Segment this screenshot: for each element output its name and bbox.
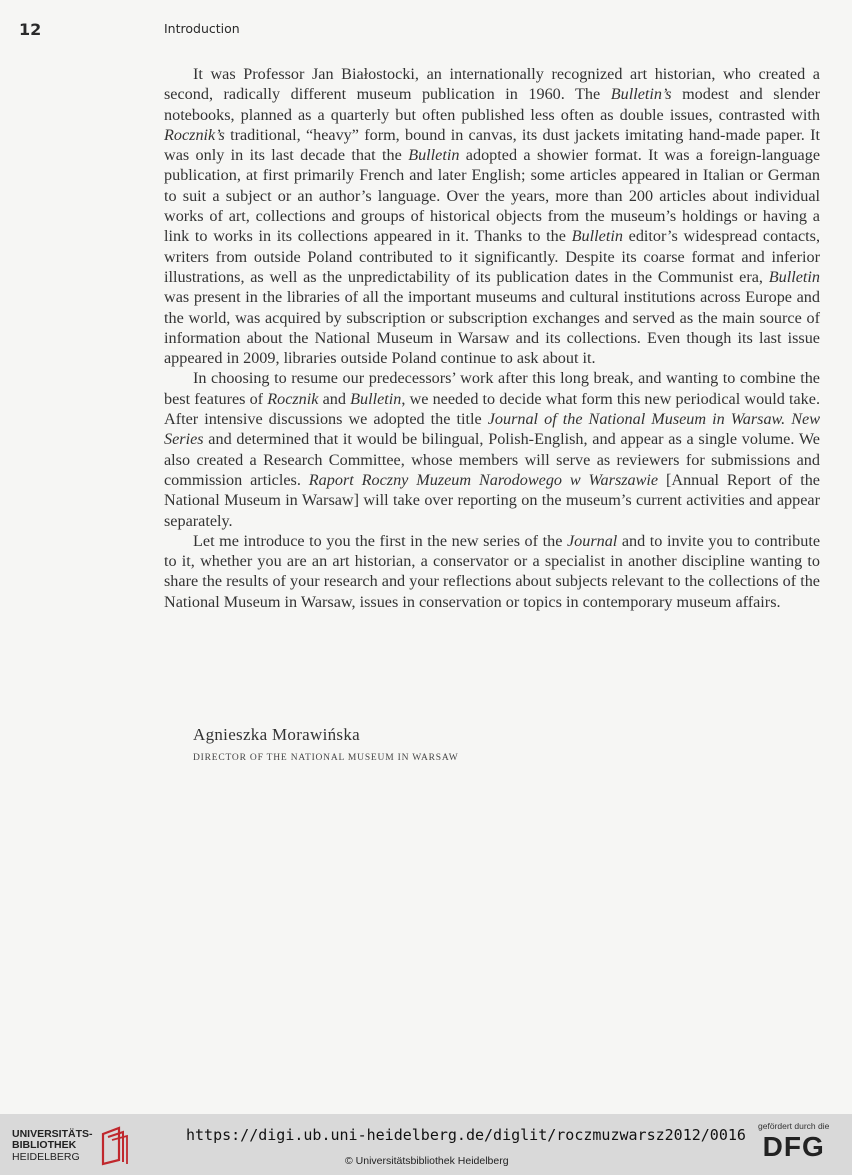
funder-logo[interactable] [758,1121,829,1162]
italic-text: Bulletin [571,227,623,246]
italic-text: Journal [566,531,618,550]
footer-bar [0,1114,852,1175]
text-run: editor’s widespread contacts, writers from outside Poland contributed to it significantly. Despite its coarse format and inferior illustrations, as well as the unpredictability of its publication dates in the Communist era, [164,227,821,286]
library-name-line: HEIDELBERG [12,1150,80,1163]
italic-text: Bulletin [768,267,820,286]
library-mark-icon [97,1126,131,1166]
paragraph [164,64,820,368]
text-run: adopted a showier format. It was a foreign-language publication, at first primarily French and later English; some articles appeared in Italian or German to suit a subject or an author’s language. Over the years, more than 200 articles about individual works of art, collections and groups of historical objects from the museum’s holdings or having a link to works in its collections appeared in it. Thanks to the [164,146,821,246]
library-logo[interactable] [12,1126,131,1166]
running-head: Introduction [164,21,240,36]
text-run: and [318,389,351,408]
italic-text: Bulletin [408,146,460,165]
page-number: 12 [19,20,42,39]
text-run: [Annual Report of the National Museum in Warsaw] will take over reporting on the museum’s current activities and appear separately. [164,470,820,530]
text-run: Let me introduce to you the first in the new series of the [193,531,567,550]
italic-text: Rocznik’s [164,125,225,144]
dfg-logo: DFG [762,1131,825,1162]
paragraph [164,531,820,612]
text-run: traditional, “heavy” form, bound in canvas, its dust jackets imitating hand-made paper. It was only in its last decade that the [164,125,820,165]
text-run: , we needed to decide what form this new periodical would take. After intensive discussions we adopted the title [164,389,820,429]
text-run: In choosing to resume our predecessors’ work after this long break, and wanting to combine the best features of [164,369,820,408]
copyright-notice: © Universitätsbibliothek Heidelberg [345,1155,509,1167]
italic-text: Bulletin [350,389,402,408]
italic-text: Rocznik [267,389,319,408]
italic-text: Bulletin’s [610,85,672,104]
signature-title: DIRECTOR OF THE NATIONAL MUSEUM IN WARSAW [193,753,459,763]
text-run: and determined that it would be bilingual, Polish-English, and appear as a single volume. We also created a Research Committee, whose members will serve as reviewers for submissions and commission articles. [164,430,820,489]
funder-caption: gefördert durch die [758,1121,830,1131]
library-name-line: UNIVERSITÄTS- [12,1127,93,1140]
text-run: was present in the libraries of all the important museums and cultural institutions across Europe and the world, was acquired by subscription or subscription exchanges and served as the main source of information about the National Museum in Warsaw and its collections. Even though its last issue appeared in 2009, libraries outside Poland continue to ask about it. [164,288,820,368]
text-run: and to invite you to contribute to it, whether you are an art historian, a conservator or a specialist in another discipline wanting to share the results of your research and your reflections about subjects relevant to the collections of the National Museum in Warsaw, issues in conservation or topics in contemporary museum affairs. [164,531,821,611]
italic-text: Raport Roczny Muzeum Narodowego w Warszawie [308,470,659,489]
source-url-link[interactable]: https://digi.ub.uni-heidelberg.de/diglit/roczmuzwarsz2012/0016 [186,1126,746,1144]
library-name [12,1129,93,1164]
italic-text: Journal of the National Museum in Warsaw. New Series [164,410,821,449]
paragraph [164,368,820,530]
text-run: It was Professor Jan Białostocki, an internationally recognized art historian, who created a second, radically different museum publication in 1960. The [164,65,820,104]
signature-name: Agnieszka Morawińska [193,725,360,744]
article-body [164,64,820,612]
library-name-line: BIBLIOTHEK [12,1139,77,1152]
text-run: modest and slender notebooks, planned as a quarterly but often published less often as double issues, contrasted with [164,85,820,124]
